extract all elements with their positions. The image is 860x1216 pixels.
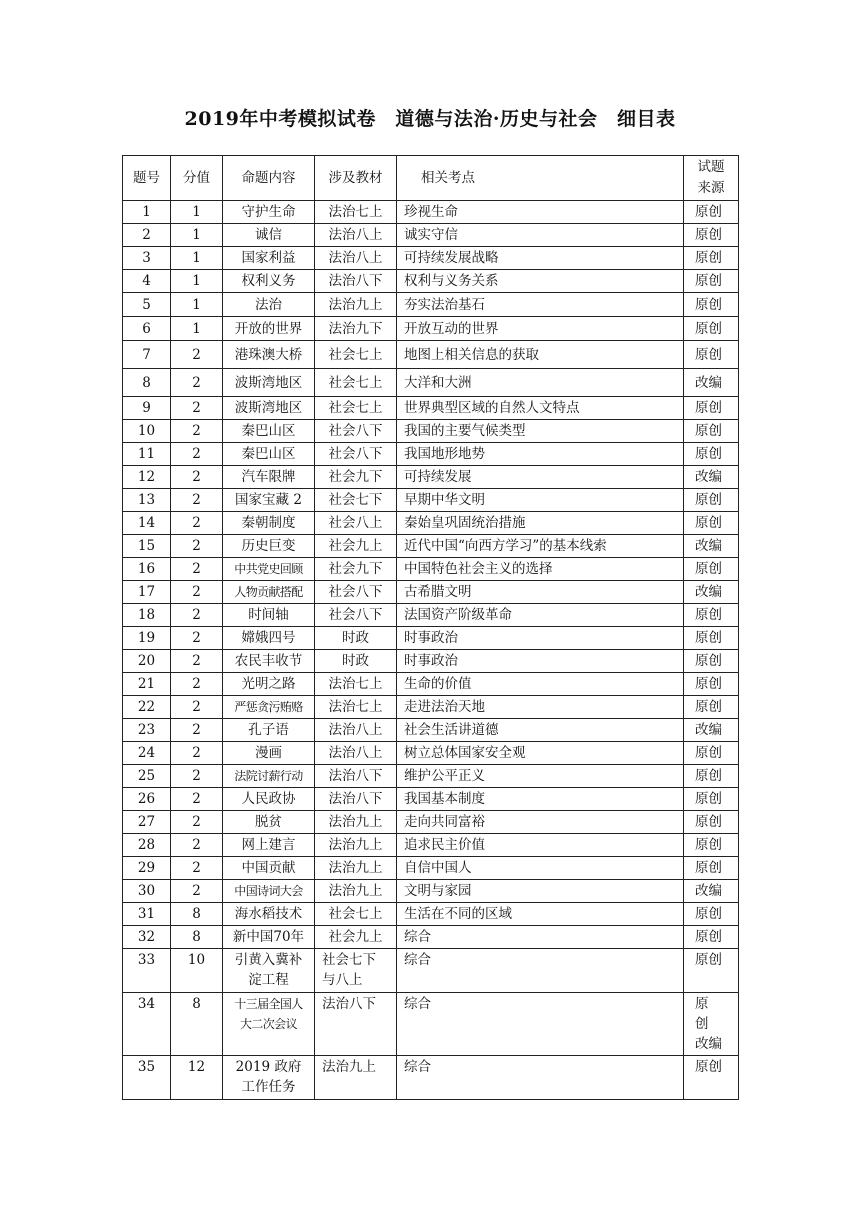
table-row bbox=[123, 903, 739, 926]
cell-content: 秦朝制度 bbox=[223, 512, 315, 535]
cell-score: 2 bbox=[171, 673, 223, 696]
cell-textbook: 法治七上 bbox=[315, 201, 397, 224]
cell-source bbox=[684, 1056, 739, 1100]
cell-content-line1: 十三届全国人 bbox=[234, 997, 303, 1011]
cell-source: 原创 bbox=[684, 201, 739, 224]
cell-points: 世界典型区域的自然人文特点 bbox=[397, 397, 684, 420]
table-row bbox=[123, 696, 739, 719]
cell-textbook-line1: 社会七下 bbox=[322, 952, 376, 968]
cell-source: 改编 bbox=[684, 535, 739, 558]
cell-source bbox=[684, 949, 739, 993]
cell-content: 孔子语 bbox=[223, 719, 315, 742]
cell-score: 1 bbox=[171, 317, 223, 341]
cell-content bbox=[223, 993, 315, 1056]
table-row-multiline bbox=[123, 1056, 739, 1100]
cell-points: 时事政治 bbox=[397, 627, 684, 650]
cell-source: 改编 bbox=[684, 581, 739, 604]
cell-content: 嫦娥四号 bbox=[223, 627, 315, 650]
cell-textbook: 法治九下 bbox=[315, 317, 397, 341]
cell-points: 中国特色社会主义的选择 bbox=[397, 558, 684, 581]
cell-num: 1 bbox=[123, 201, 171, 224]
cell-source: 原创 bbox=[684, 857, 739, 880]
table-row bbox=[123, 673, 739, 696]
cell-textbook: 法治八下 bbox=[315, 765, 397, 788]
table-row bbox=[123, 270, 739, 293]
header-content: 命题内容 bbox=[223, 156, 315, 201]
cell-score: 8 bbox=[171, 926, 223, 949]
table-row bbox=[123, 811, 739, 834]
cell-points: 时事政治 bbox=[397, 650, 684, 673]
table-row bbox=[123, 293, 739, 317]
cell-points: 我国基本制度 bbox=[397, 788, 684, 811]
cell-num: 21 bbox=[123, 673, 171, 696]
cell-source: 原创 bbox=[684, 420, 739, 443]
cell-score: 2 bbox=[171, 719, 223, 742]
table-row bbox=[123, 581, 739, 604]
cell-textbook: 时政 bbox=[315, 627, 397, 650]
cell-points: 生命的价值 bbox=[397, 673, 684, 696]
cell-content: 漫画 bbox=[223, 742, 315, 765]
cell-content: 汽车限牌 bbox=[223, 466, 315, 489]
cell-source: 原创 bbox=[684, 224, 739, 247]
cell-points: 法国资产阶级革命 bbox=[397, 604, 684, 627]
table-row bbox=[123, 420, 739, 443]
cell-textbook: 法治八上 bbox=[315, 224, 397, 247]
cell-points: 秦始皇巩固统治措施 bbox=[397, 512, 684, 535]
cell-source: 原创 bbox=[684, 673, 739, 696]
table-row bbox=[123, 834, 739, 857]
cell-content: 波斯湾地区 bbox=[223, 397, 315, 420]
cell-num: 6 bbox=[123, 317, 171, 341]
cell-score: 2 bbox=[171, 627, 223, 650]
cell-textbook: 社会八下 bbox=[315, 443, 397, 466]
cell-textbook: 社会八上 bbox=[315, 512, 397, 535]
cell-num: 27 bbox=[123, 811, 171, 834]
table-row bbox=[123, 201, 739, 224]
cell-score: 2 bbox=[171, 880, 223, 903]
cell-content: 法治 bbox=[223, 293, 315, 317]
cell-num: 23 bbox=[123, 719, 171, 742]
cell-score: 1 bbox=[171, 201, 223, 224]
header-source-line2: 来源 bbox=[697, 180, 725, 196]
cell-source: 原创 bbox=[684, 765, 739, 788]
cell-score: 10 bbox=[171, 949, 223, 993]
cell-num: 31 bbox=[123, 903, 171, 926]
cell-content-line2: 工作任务 bbox=[241, 1079, 296, 1095]
cell-score: 2 bbox=[171, 535, 223, 558]
cell-score: 2 bbox=[171, 604, 223, 627]
cell-content: 网上建言 bbox=[223, 834, 315, 857]
cell-content: 脱贫 bbox=[223, 811, 315, 834]
cell-textbook: 法治八上 bbox=[315, 247, 397, 270]
cell-points: 维护公平正义 bbox=[397, 765, 684, 788]
cell-points: 我国地形地势 bbox=[397, 443, 684, 466]
cell-source: 原创 bbox=[684, 397, 739, 420]
page-title: 2019年中考模拟试卷 道德与法治·历史与社会 细目表 bbox=[184, 108, 676, 130]
cell-content: 波斯湾地区 bbox=[223, 369, 315, 397]
cell-source: 原创 bbox=[684, 558, 739, 581]
cell-num: 3 bbox=[123, 247, 171, 270]
cell-num: 18 bbox=[123, 604, 171, 627]
cell-num: 17 bbox=[123, 581, 171, 604]
cell-num: 4 bbox=[123, 270, 171, 293]
cell-num: 26 bbox=[123, 788, 171, 811]
table-row bbox=[123, 558, 739, 581]
cell-score: 2 bbox=[171, 650, 223, 673]
table-row bbox=[123, 650, 739, 673]
cell-textbook: 社会七上 bbox=[315, 397, 397, 420]
cell-textbook bbox=[315, 949, 397, 993]
cell-textbook: 法治九上 bbox=[315, 857, 397, 880]
table-row bbox=[123, 247, 739, 270]
cell-points: 自信中国人 bbox=[397, 857, 684, 880]
cell-content: 开放的世界 bbox=[223, 317, 315, 341]
cell-textbook: 法治八下 bbox=[315, 270, 397, 293]
cell-num: 14 bbox=[123, 512, 171, 535]
cell-source bbox=[684, 993, 739, 1056]
cell-textbook: 社会八下 bbox=[315, 581, 397, 604]
cell-points: 古希腊文明 bbox=[397, 581, 684, 604]
cell-source: 原创 bbox=[684, 926, 739, 949]
cell-content: 农民丰收节 bbox=[223, 650, 315, 673]
cell-score: 2 bbox=[171, 489, 223, 512]
cell-num: 10 bbox=[123, 420, 171, 443]
cell-score: 2 bbox=[171, 857, 223, 880]
table-row bbox=[123, 788, 739, 811]
cell-textbook: 社会八下 bbox=[315, 420, 397, 443]
cell-num: 8 bbox=[123, 369, 171, 397]
table-row bbox=[123, 397, 739, 420]
header-score: 分值 bbox=[171, 156, 223, 201]
cell-source: 原创 bbox=[684, 742, 739, 765]
cell-score: 2 bbox=[171, 341, 223, 369]
cell-source: 原创 bbox=[684, 604, 739, 627]
cell-content: 国家宝藏 2 bbox=[223, 489, 315, 512]
cell-points: 早期中华文明 bbox=[397, 489, 684, 512]
cell-points: 追求民主价值 bbox=[397, 834, 684, 857]
cell-score: 2 bbox=[171, 397, 223, 420]
cell-score: 2 bbox=[171, 834, 223, 857]
cell-num: 33 bbox=[123, 949, 171, 993]
cell-source: 原创 bbox=[684, 489, 739, 512]
cell-score: 2 bbox=[171, 811, 223, 834]
cell-points: 社会生活讲道德 bbox=[397, 719, 684, 742]
cell-score: 2 bbox=[171, 558, 223, 581]
cell-source: 原创 bbox=[684, 293, 739, 317]
cell-num: 11 bbox=[123, 443, 171, 466]
cell-content-line2: 淀工程 bbox=[248, 972, 289, 988]
cell-textbook: 法治八上 bbox=[315, 742, 397, 765]
table-row bbox=[123, 627, 739, 650]
header-textbook: 涉及教材 bbox=[315, 156, 397, 201]
cell-points: 可持续发展战略 bbox=[397, 247, 684, 270]
cell-points: 树立总体国家安全观 bbox=[397, 742, 684, 765]
cell-points: 大洋和大洲 bbox=[397, 369, 684, 397]
cell-content: 新中国70年 bbox=[223, 926, 315, 949]
cell-source: 原创 bbox=[684, 696, 739, 719]
cell-points: 地图上相关信息的获取 bbox=[397, 341, 684, 369]
cell-textbook-line1: 法治八下 bbox=[322, 996, 376, 1012]
cell-textbook: 法治八上 bbox=[315, 719, 397, 742]
cell-source-line2: 改编 bbox=[695, 1036, 722, 1052]
table-row bbox=[123, 604, 739, 627]
cell-source: 原创 bbox=[684, 627, 739, 650]
table-row bbox=[123, 765, 739, 788]
cell-points: 综合 bbox=[397, 949, 684, 993]
cell-num: 34 bbox=[123, 993, 171, 1056]
cell-points: 走向共同富裕 bbox=[397, 811, 684, 834]
table-row bbox=[123, 466, 739, 489]
table-row bbox=[123, 719, 739, 742]
cell-score: 2 bbox=[171, 443, 223, 466]
cell-content: 诚信 bbox=[223, 224, 315, 247]
cell-num: 2 bbox=[123, 224, 171, 247]
cell-num: 9 bbox=[123, 397, 171, 420]
table-body bbox=[123, 201, 739, 949]
cell-content-line1: 引黄入冀补 bbox=[234, 952, 303, 968]
cell-content-line2: 大二次会议 bbox=[239, 1017, 297, 1031]
cell-textbook: 社会七上 bbox=[315, 369, 397, 397]
cell-score: 2 bbox=[171, 420, 223, 443]
cell-textbook: 时政 bbox=[315, 650, 397, 673]
cell-points: 珍视生命 bbox=[397, 201, 684, 224]
cell-textbook: 法治九上 bbox=[315, 834, 397, 857]
table-row bbox=[123, 512, 739, 535]
cell-source: 原创 bbox=[684, 834, 739, 857]
cell-num: 19 bbox=[123, 627, 171, 650]
cell-textbook: 法治八下 bbox=[315, 788, 397, 811]
cell-textbook: 社会九上 bbox=[315, 535, 397, 558]
header-source-line1: 试题 bbox=[697, 159, 725, 175]
cell-num: 30 bbox=[123, 880, 171, 903]
table-row bbox=[123, 857, 739, 880]
cell-source: 原创 bbox=[684, 650, 739, 673]
cell-source: 改编 bbox=[684, 369, 739, 397]
cell-source: 原创 bbox=[684, 788, 739, 811]
table-body-multiline bbox=[123, 949, 739, 1100]
cell-num: 15 bbox=[123, 535, 171, 558]
cell-textbook: 社会九下 bbox=[315, 558, 397, 581]
cell-score: 1 bbox=[171, 247, 223, 270]
cell-textbook: 法治七上 bbox=[315, 696, 397, 719]
table-row-multiline bbox=[123, 949, 739, 993]
cell-score: 2 bbox=[171, 512, 223, 535]
cell-score: 1 bbox=[171, 224, 223, 247]
table-row bbox=[123, 443, 739, 466]
cell-source: 原创 bbox=[684, 317, 739, 341]
cell-points: 文明与家园 bbox=[397, 880, 684, 903]
cell-points: 我国的主要气候类型 bbox=[397, 420, 684, 443]
table-row bbox=[123, 317, 739, 341]
cell-points: 夯实法治基石 bbox=[397, 293, 684, 317]
cell-content: 守护生命 bbox=[223, 201, 315, 224]
cell-score: 12 bbox=[171, 1056, 223, 1100]
cell-content: 权利义务 bbox=[223, 270, 315, 293]
cell-textbook-line2: 与八上 bbox=[322, 972, 363, 988]
cell-content: 港珠澳大桥 bbox=[223, 341, 315, 369]
cell-num: 35 bbox=[123, 1056, 171, 1100]
cell-score: 2 bbox=[171, 788, 223, 811]
cell-textbook: 法治九上 bbox=[315, 293, 397, 317]
cell-score: 2 bbox=[171, 466, 223, 489]
cell-points: 开放互动的世界 bbox=[397, 317, 684, 341]
cell-content: 秦巴山区 bbox=[223, 420, 315, 443]
cell-num: 28 bbox=[123, 834, 171, 857]
cell-textbook: 法治九上 bbox=[315, 880, 397, 903]
cell-score: 2 bbox=[171, 581, 223, 604]
table-row-multiline bbox=[123, 993, 739, 1056]
table-row bbox=[123, 224, 739, 247]
cell-content: 历史巨变 bbox=[223, 535, 315, 558]
cell-content: 时间轴 bbox=[223, 604, 315, 627]
cell-textbook: 社会八下 bbox=[315, 604, 397, 627]
cell-content: 秦巴山区 bbox=[223, 443, 315, 466]
cell-score: 1 bbox=[171, 270, 223, 293]
cell-source: 原创 bbox=[684, 443, 739, 466]
cell-num: 7 bbox=[123, 341, 171, 369]
header-points bbox=[397, 156, 684, 201]
cell-textbook bbox=[315, 1056, 397, 1100]
cell-content: 法院讨薪行动 bbox=[223, 765, 315, 788]
table-row bbox=[123, 926, 739, 949]
cell-content: 人民政协 bbox=[223, 788, 315, 811]
cell-num: 29 bbox=[123, 857, 171, 880]
cell-source: 原创 bbox=[684, 341, 739, 369]
cell-content: 中共党史回顾 bbox=[223, 558, 315, 581]
cell-points: 权利与义务关系 bbox=[397, 270, 684, 293]
cell-content: 严惩贪污贿赂 bbox=[223, 696, 315, 719]
cell-points: 综合 bbox=[397, 926, 684, 949]
cell-num: 12 bbox=[123, 466, 171, 489]
cell-content: 光明之路 bbox=[223, 673, 315, 696]
cell-points: 生活在不同的区域 bbox=[397, 903, 684, 926]
cell-textbook: 社会九上 bbox=[315, 926, 397, 949]
cell-points: 综合 bbox=[397, 1056, 684, 1100]
cell-source: 原创 bbox=[684, 270, 739, 293]
cell-score: 8 bbox=[171, 903, 223, 926]
cell-content: 海水稻技术 bbox=[223, 903, 315, 926]
cell-points: 可持续发展 bbox=[397, 466, 684, 489]
cell-num: 25 bbox=[123, 765, 171, 788]
table-row bbox=[123, 742, 739, 765]
cell-source: 原创 bbox=[684, 903, 739, 926]
cell-source-line1: 原创 bbox=[695, 952, 722, 968]
cell-points: 走进法治天地 bbox=[397, 696, 684, 719]
cell-textbook: 社会九下 bbox=[315, 466, 397, 489]
cell-source: 改编 bbox=[684, 719, 739, 742]
cell-num: 13 bbox=[123, 489, 171, 512]
header-source bbox=[684, 156, 739, 201]
cell-num: 32 bbox=[123, 926, 171, 949]
cell-score: 2 bbox=[171, 742, 223, 765]
cell-textbook-line1: 法治九上 bbox=[322, 1059, 376, 1075]
question-table bbox=[122, 155, 739, 1100]
cell-content bbox=[223, 1056, 315, 1100]
cell-content bbox=[223, 949, 315, 993]
cell-content: 中国贡献 bbox=[223, 857, 315, 880]
cell-score: 1 bbox=[171, 293, 223, 317]
cell-num: 5 bbox=[123, 293, 171, 317]
table-row bbox=[123, 369, 739, 397]
cell-source: 原创 bbox=[684, 247, 739, 270]
cell-content-line1: 2019 政府 bbox=[235, 1059, 302, 1075]
table-header-row bbox=[123, 156, 739, 201]
cell-points: 综合 bbox=[397, 993, 684, 1056]
cell-content: 国家利益 bbox=[223, 247, 315, 270]
cell-textbook: 法治七上 bbox=[315, 673, 397, 696]
cell-num: 16 bbox=[123, 558, 171, 581]
cell-source-line1: 原 创 bbox=[695, 996, 722, 1032]
cell-textbook: 社会七上 bbox=[315, 341, 397, 369]
cell-textbook: 社会七下 bbox=[315, 489, 397, 512]
cell-num: 24 bbox=[123, 742, 171, 765]
cell-content: 中国诗词大会 bbox=[223, 880, 315, 903]
cell-source: 改编 bbox=[684, 466, 739, 489]
cell-source: 原创 bbox=[684, 512, 739, 535]
cell-score: 2 bbox=[171, 696, 223, 719]
cell-content: 人物贡献搭配 bbox=[223, 581, 315, 604]
cell-score: 2 bbox=[171, 765, 223, 788]
cell-textbook bbox=[315, 993, 397, 1056]
cell-source-line1: 原创 bbox=[695, 1059, 722, 1075]
cell-num: 22 bbox=[123, 696, 171, 719]
cell-source: 改编 bbox=[684, 880, 739, 903]
table-row bbox=[123, 880, 739, 903]
table-row bbox=[123, 535, 739, 558]
cell-points: 近代中国“向西方学习”的基本线索 bbox=[397, 535, 684, 558]
cell-textbook: 法治九上 bbox=[315, 811, 397, 834]
cell-score: 2 bbox=[171, 369, 223, 397]
table-row bbox=[123, 341, 739, 369]
header-num: 题号 bbox=[123, 156, 171, 201]
cell-source: 原创 bbox=[684, 811, 739, 834]
cell-textbook: 社会七上 bbox=[315, 903, 397, 926]
table-row bbox=[123, 489, 739, 512]
cell-score: 8 bbox=[171, 993, 223, 1056]
header-points-label: 相关考点 bbox=[421, 170, 475, 186]
cell-points: 诚实守信 bbox=[397, 224, 684, 247]
cell-num: 20 bbox=[123, 650, 171, 673]
